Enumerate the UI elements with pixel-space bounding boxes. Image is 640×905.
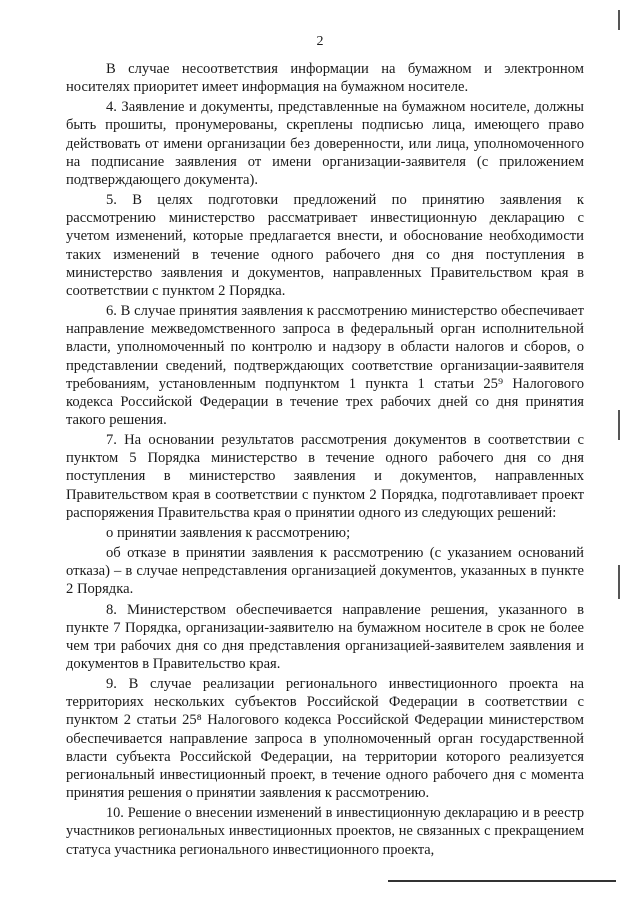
paragraph-item-5: 5. В целях подготовки предложений по принятию заявления к рассмотрению министерство рассматривает инвестиционную декларацию с учетом изменений, которые предлагается внести, и обоснование необходимости таких изменений в течение одного рабочего дня со дня поступления в министерство заявления и документов, направленных Правительством края в соответствии с пунктом 2 Порядка.	[66, 192, 584, 299]
paragraph-priority-note: В случае несоответствия информации на бумажном и электронном носителях приоритет имеет информация на бумажном носителе.	[66, 61, 584, 96]
scan-edge-mark-middle	[618, 410, 620, 440]
paragraph-decision-refuse: об отказе в принятии заявления к рассмотрению (с указанием оснований отказа) – в случае непредставления организацией документов, указанных в пункте 2 Порядка.	[66, 545, 584, 598]
scan-edge-mark-top	[618, 10, 620, 30]
paragraph-item-9: 9. В случае реализации регионального инвестиционного проекта на территориях нескольких субъектов Российской Федерации в соответствии с пунктом 2 статьи 25⁸ Налогового кодекса Российской Федерации министерством обеспечивается направление запроса в уполномоченный орган государственной власти субъекта Российской Федерации, на территории которого реализуется региональный инвестиционный проект, в течение одного рабочего дня с момента принятия решения о принятии заявления к рассмотрению.	[66, 676, 584, 802]
document-body	[66, 60, 584, 859]
paragraph-item-7: 7. На основании результатов рассмотрения документов в соответствии с пунктом 5 Порядка министерство в течение одного рабочего дня со дня поступления в министерство заявления и документов, направленных Правительством края в соответствии с пунктом 2 Порядка, подготавливает проект распоряжения Правительства края о принятии одного из следующих решений:	[66, 432, 584, 521]
scan-edge-mark-lower	[618, 565, 620, 599]
paragraph-item-6: 6. В случае принятия заявления к рассмотрению министерство обеспечивает направление межведомственного запроса в федеральный орган исполнительной власти, уполномоченный по контролю и надзору в области налогов и сборов, о представлении сведений, подтверждающих соответствие организации-заявителя требованиям, установленным подпунктом 1 пункта 1 статьи 25⁹ Налогового кодекса Российской Федерации в течение трех рабочих дней со дня принятия такого решения.	[66, 303, 584, 428]
page-number: 2	[316, 34, 324, 49]
paragraph-item-10: 10. Решение о внесении изменений в инвестиционную декларацию и в реестр участников региональных инвестиционных проектов, не связанных с прекращением статуса участника регионального инвестиционного проекта,	[66, 805, 584, 858]
paragraph-item-8: 8. Министерством обеспечивается направление решения, указанного в пункте 7 Порядка, организации-заявителю на бумажном носителе в срок не более чем три рабочих дня со дня представления организацией-заявителем заявления и документов в Правительство края.	[66, 601, 584, 672]
bottom-rule	[388, 880, 616, 882]
paragraph-item-4: 4. Заявление и документы, представленные на бумажном носителе, должны быть прошиты, пронумерованы, скреплены подписью лица, имеющего право действовать от имени организации без доверенности, или лица, уполномоченного на подписание заявления от имени организации-заявителя (с приложением подтверждающего документа).	[66, 99, 584, 188]
paragraph-decision-accept: о принятии заявления к рассмотрению;	[106, 524, 351, 541]
